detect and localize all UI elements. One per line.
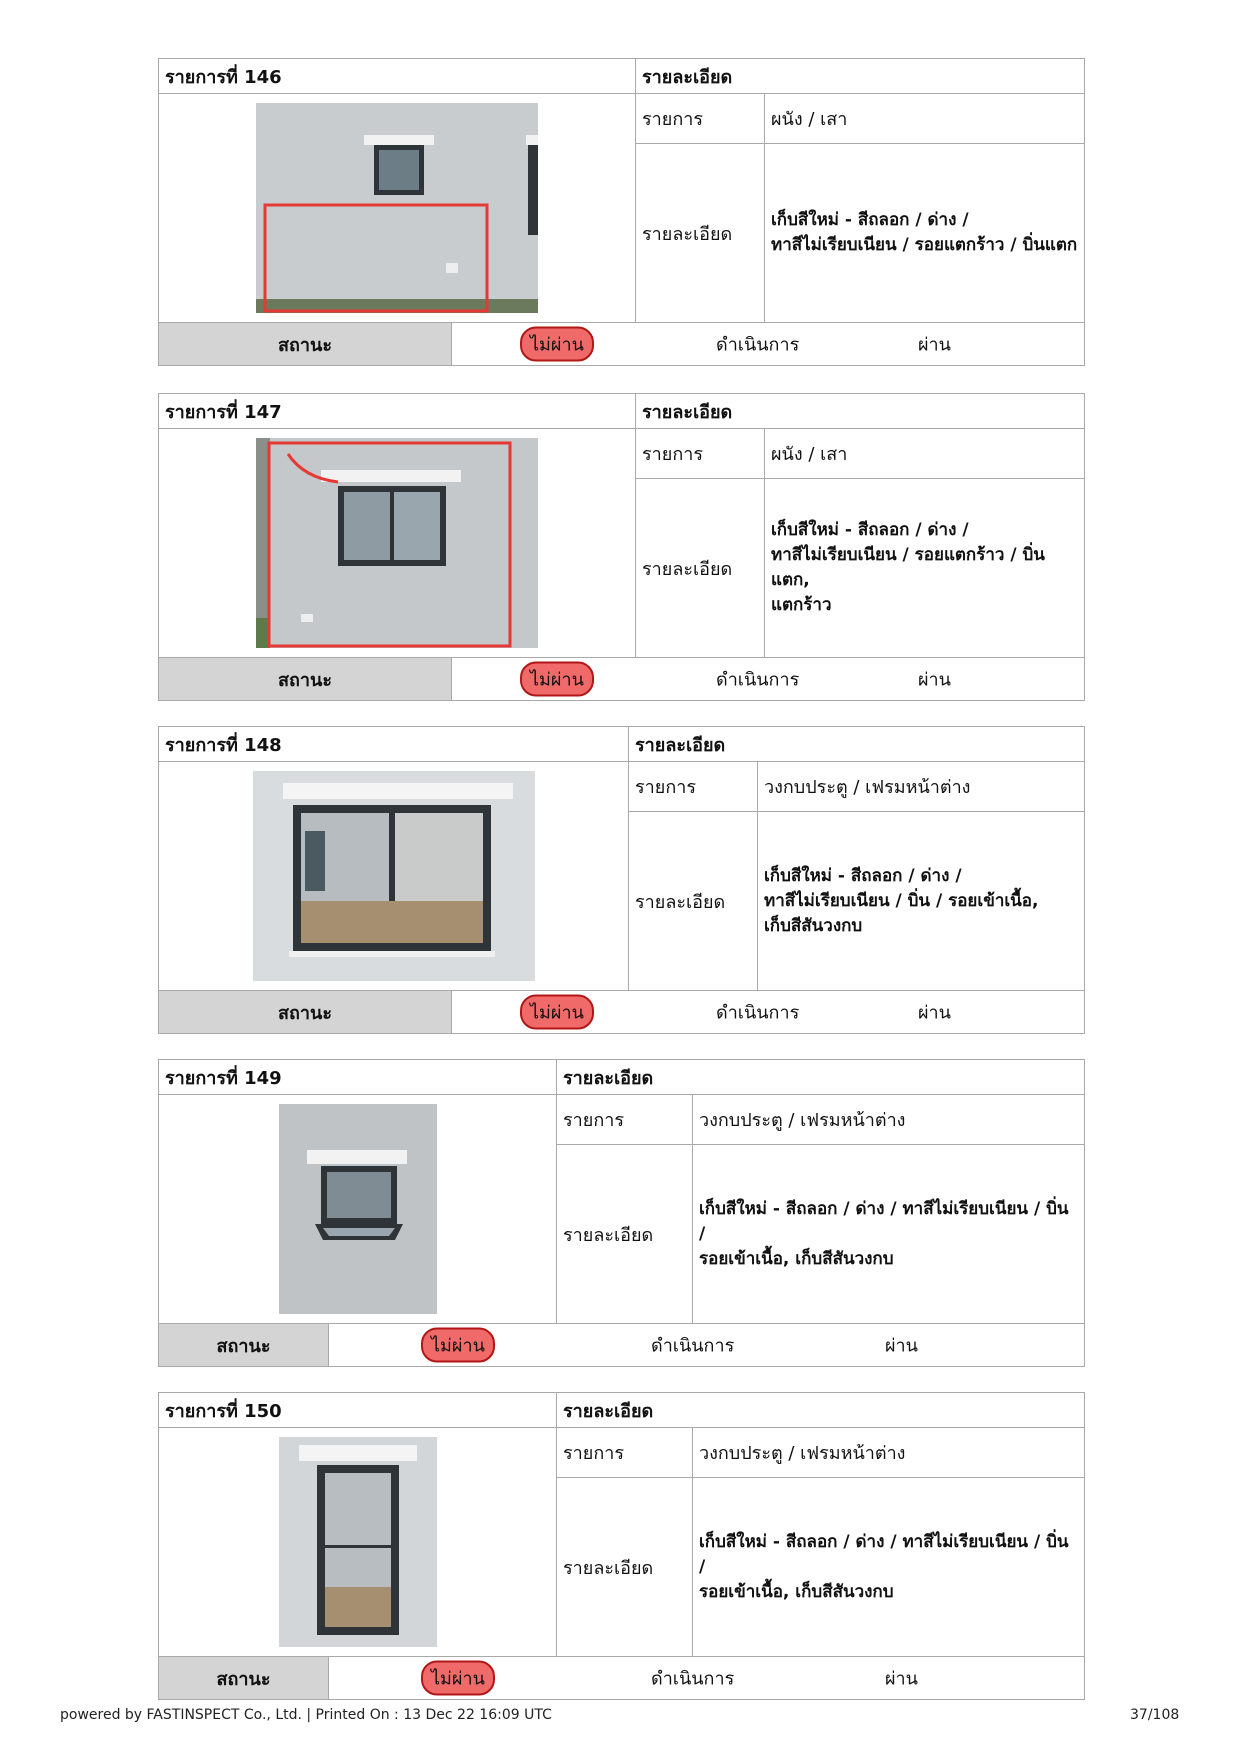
list-value: ผนัง / เสา — [765, 94, 1085, 144]
detail-value — [693, 1145, 1085, 1324]
detail-label: รายละเอียด — [636, 144, 765, 323]
detail-line: เก็บสีสันวงกบ — [764, 915, 863, 936]
status-label: สถานะ — [159, 1324, 329, 1367]
detail-line: เก็บสีใหม่ - สีถลอก / ด่าง / — [764, 865, 962, 886]
item-table — [158, 1059, 1085, 1324]
detail-line: เก็บสีใหม่ - สีถลอก / ด่าง / — [771, 520, 969, 541]
status-fail-option[interactable]: ไม่ผ่าน — [520, 662, 594, 697]
item-title: รายการที่ 150 — [159, 1393, 557, 1428]
status-options — [329, 1657, 1085, 1700]
inspection-item-148 — [158, 726, 1084, 1034]
detail-line: แตกร้าว — [771, 595, 832, 616]
detail-label: รายละเอียด — [629, 812, 758, 991]
status-in-progress-option[interactable]: ดำเนินการ — [651, 1668, 735, 1690]
wall-photo-icon[interactable] — [256, 103, 538, 313]
detail-value — [765, 144, 1085, 323]
status-options — [452, 323, 1085, 366]
detail-label: รายละเอียด — [557, 1145, 693, 1324]
sliding-window-photo-icon[interactable] — [253, 771, 535, 981]
status-fail-option[interactable]: ไม่ผ่าน — [520, 327, 594, 362]
detail-header: รายละเอียด — [629, 727, 1085, 762]
status-pass-option[interactable]: ผ่าน — [918, 1002, 951, 1024]
status-options — [452, 991, 1085, 1034]
status-label: สถานะ — [159, 1657, 329, 1700]
detail-value — [765, 479, 1085, 658]
list-value: วงกบประตู / เฟรมหน้าต่าง — [758, 762, 1085, 812]
status-options — [329, 1324, 1085, 1367]
item-table — [158, 58, 1085, 323]
detail-header: รายละเอียด — [557, 1393, 1085, 1428]
inspection-item-146 — [158, 58, 1084, 366]
inspection-item-147 — [158, 393, 1084, 701]
inspection-item-149 — [158, 1059, 1084, 1367]
item-title: รายการที่ 148 — [159, 727, 629, 762]
detail-line: รอยเข้าเนื้อ, เก็บสีสันวงกบ — [699, 1581, 894, 1602]
item-title: รายการที่ 146 — [159, 59, 636, 94]
status-in-progress-option[interactable]: ดำเนินการ — [716, 669, 800, 691]
status-row — [158, 657, 1085, 701]
footer-page-number: 37/108 — [1130, 1707, 1180, 1723]
detail-label: รายละเอียด — [636, 479, 765, 658]
photo-cell — [159, 1095, 557, 1324]
status-fail-option[interactable]: ไม่ผ่าน — [421, 1328, 495, 1363]
status-label: สถานะ — [159, 991, 452, 1034]
list-value: วงกบประตู / เฟรมหน้าต่าง — [693, 1428, 1085, 1478]
item-title: รายการที่ 147 — [159, 394, 636, 429]
list-label: รายการ — [636, 94, 765, 144]
wall-window-photo-icon[interactable] — [256, 438, 538, 648]
photo-cell — [159, 1428, 557, 1657]
status-row — [158, 990, 1085, 1034]
item-table — [158, 726, 1085, 991]
detail-header: รายละเอียด — [636, 394, 1085, 429]
list-label: รายการ — [557, 1095, 693, 1145]
status-row — [158, 1323, 1085, 1367]
status-pass-option[interactable]: ผ่าน — [885, 1668, 918, 1690]
detail-line: ทาสีไม่เรียบเนียน / บิ่น / รอยเข้าเนื้อ, — [764, 890, 1039, 911]
status-row — [158, 322, 1085, 366]
status-label: สถานะ — [159, 658, 452, 701]
item-table — [158, 1392, 1085, 1657]
list-label: รายการ — [557, 1428, 693, 1478]
detail-line: เก็บสีใหม่ - สีถลอก / ด่าง / ทาสีไม่เรียบเนียน / บิ่น / — [699, 1531, 1069, 1577]
detail-line: ทาสีไม่เรียบเนียน / รอยแตกร้าว / บิ่นแตก, — [771, 545, 1045, 591]
awning-window-photo-icon[interactable] — [279, 1104, 437, 1314]
inspection-item-150 — [158, 1392, 1084, 1700]
photo-cell — [159, 762, 629, 991]
status-in-progress-option[interactable]: ดำเนินการ — [716, 334, 800, 356]
status-pass-option[interactable]: ผ่าน — [918, 334, 951, 356]
footer-powered-by: powered by FASTINSPECT Co., Ltd. | Printed On : 13 Dec 22 16:09 UTC — [60, 1707, 552, 1723]
list-value: ผนัง / เสา — [765, 429, 1085, 479]
detail-line: เก็บสีใหม่ - สีถลอก / ด่าง / ทาสีไม่เรียบเนียน / บิ่น / — [699, 1198, 1069, 1244]
status-row — [158, 1656, 1085, 1700]
status-label: สถานะ — [159, 323, 452, 366]
status-pass-option[interactable]: ผ่าน — [918, 669, 951, 691]
detail-header: รายละเอียด — [636, 59, 1085, 94]
tall-window-photo-icon[interactable] — [279, 1437, 437, 1647]
list-value: วงกบประตู / เฟรมหน้าต่าง — [693, 1095, 1085, 1145]
detail-value — [693, 1478, 1085, 1657]
status-pass-option[interactable]: ผ่าน — [885, 1335, 918, 1357]
status-in-progress-option[interactable]: ดำเนินการ — [651, 1335, 735, 1357]
list-label: รายการ — [629, 762, 758, 812]
item-table — [158, 393, 1085, 658]
detail-line: เก็บสีใหม่ - สีถลอก / ด่าง / — [771, 210, 969, 231]
item-title: รายการที่ 149 — [159, 1060, 557, 1095]
photo-cell — [159, 429, 636, 658]
detail-line: รอยเข้าเนื้อ, เก็บสีสันวงกบ — [699, 1248, 894, 1269]
detail-line: ทาสีไม่เรียบเนียน / รอยแตกร้าว / บิ่นแตก — [771, 235, 1078, 256]
status-fail-option[interactable]: ไม่ผ่าน — [520, 995, 594, 1030]
detail-label: รายละเอียด — [557, 1478, 693, 1657]
status-options — [452, 658, 1085, 701]
list-label: รายการ — [636, 429, 765, 479]
detail-header: รายละเอียด — [557, 1060, 1085, 1095]
status-in-progress-option[interactable]: ดำเนินการ — [716, 1002, 800, 1024]
detail-value — [758, 812, 1085, 991]
photo-cell — [159, 94, 636, 323]
status-fail-option[interactable]: ไม่ผ่าน — [421, 1661, 495, 1696]
